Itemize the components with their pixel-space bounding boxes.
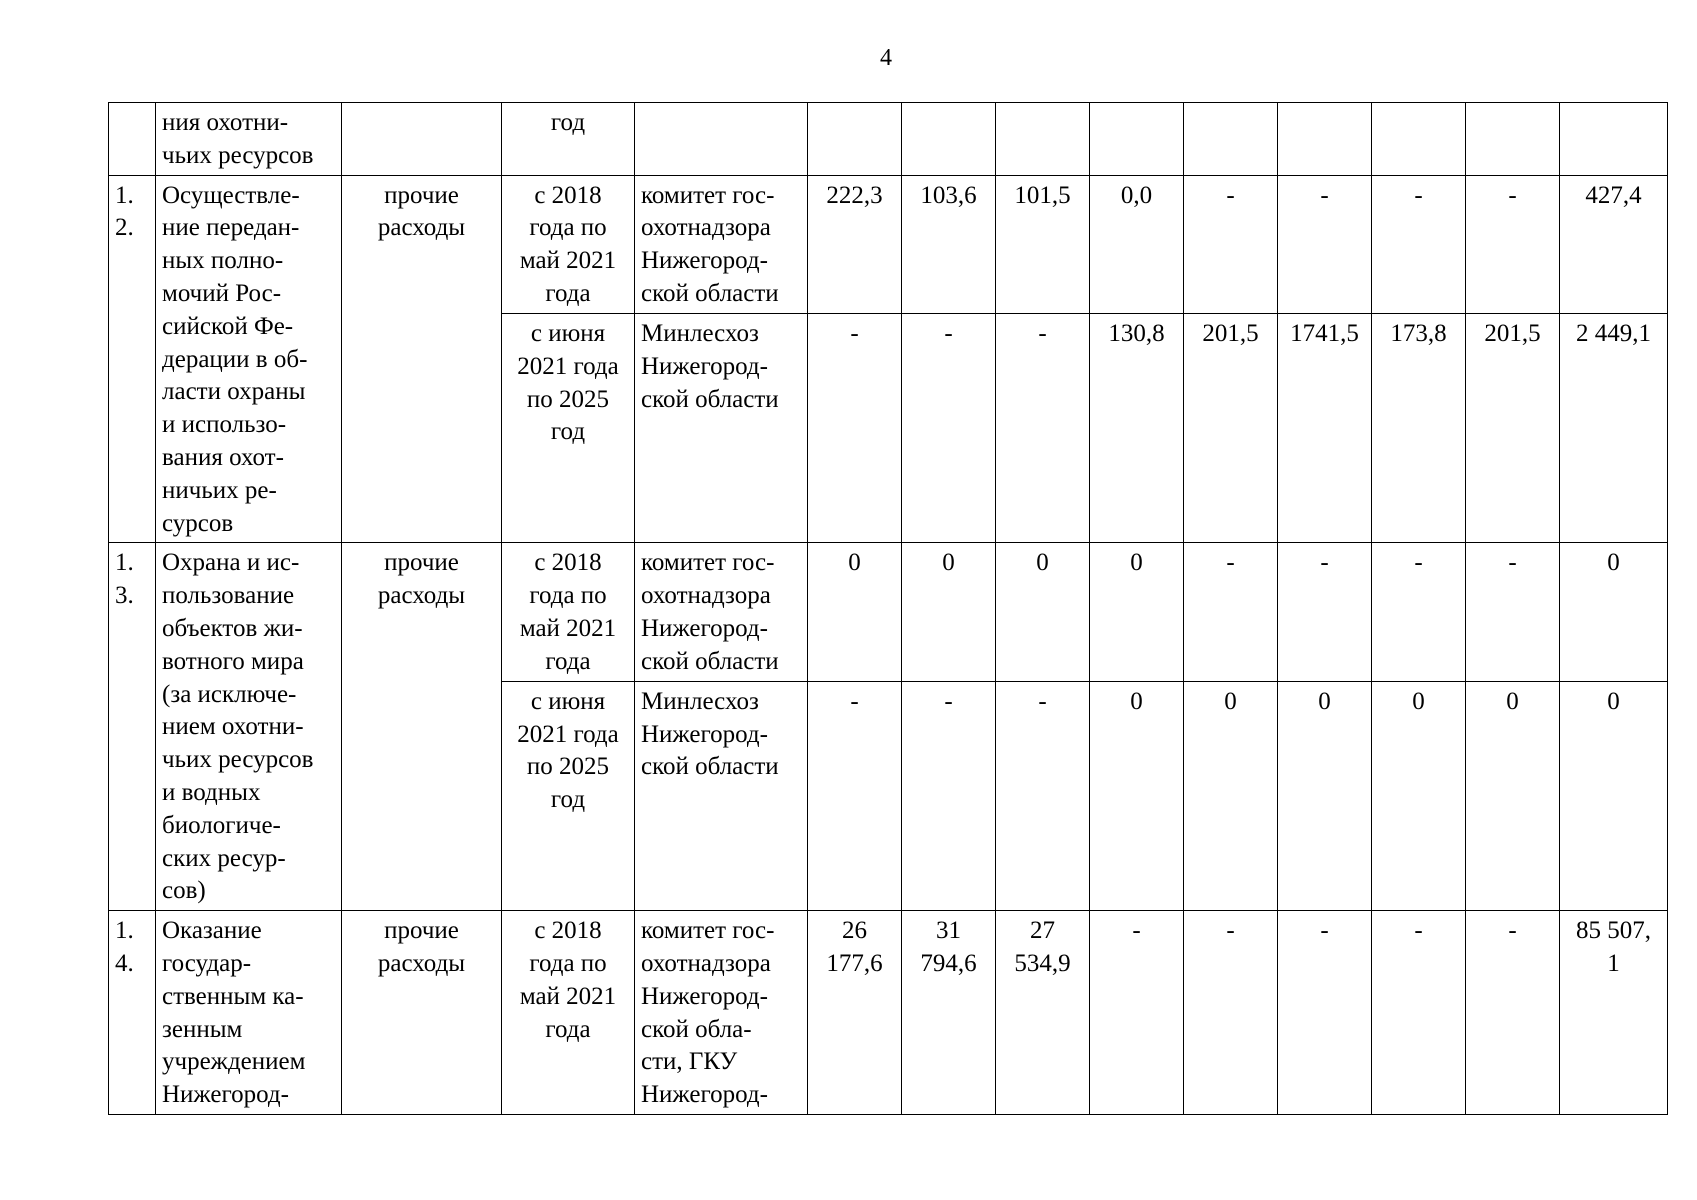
total-cell: [1560, 103, 1668, 176]
value-cell: [1184, 103, 1278, 176]
value-cell: -: [996, 313, 1090, 542]
budget-table: [108, 102, 1668, 1115]
total-cell: 0: [1560, 543, 1668, 681]
row-number: 1. 2.: [109, 175, 156, 543]
value-cell: -: [1466, 175, 1560, 313]
value-cell: 31 794,6: [902, 911, 996, 1115]
executor: Минлесхоз Нижегород- ской области: [635, 313, 808, 542]
value-cell: -: [1372, 911, 1466, 1115]
value-cell: 103,6: [902, 175, 996, 313]
table-row: [109, 175, 1668, 313]
value-cell: [902, 103, 996, 176]
page-number: 4: [880, 45, 892, 71]
expense-type: прочие расходы: [342, 175, 502, 543]
value-cell: -: [1278, 911, 1372, 1115]
period: с июня 2021 года по 2025 год: [502, 681, 635, 910]
value-cell: -: [1184, 543, 1278, 681]
value-cell: -: [1090, 911, 1184, 1115]
value-cell: [1090, 103, 1184, 176]
value-cell: [996, 103, 1090, 176]
total-cell: 427,4: [1560, 175, 1668, 313]
row-number: 1. 3.: [109, 543, 156, 911]
value-cell: 201,5: [1184, 313, 1278, 542]
value-cell: -: [1372, 543, 1466, 681]
value-cell: 222,3: [808, 175, 902, 313]
executor: комитет гос- охотнадзора Нижегород- ской обла- сти, ГКУ Нижегород-: [635, 911, 808, 1115]
value-cell: 0: [1090, 681, 1184, 910]
value-cell: 130,8: [1090, 313, 1184, 542]
value-cell: 0: [1184, 681, 1278, 910]
value-cell: 1741,5: [1278, 313, 1372, 542]
value-cell: 173,8: [1372, 313, 1466, 542]
value-cell: 0: [1278, 681, 1372, 910]
table-row: [109, 103, 1668, 176]
value-cell: 0,0: [1090, 175, 1184, 313]
expense-type: прочие расходы: [342, 911, 502, 1115]
total-cell: 2 449,1: [1560, 313, 1668, 542]
table-row: [109, 911, 1668, 1115]
value-cell: -: [996, 681, 1090, 910]
value-cell: 201,5: [1466, 313, 1560, 542]
value-cell: 27 534,9: [996, 911, 1090, 1115]
row-number: [109, 103, 156, 176]
executor: комитет гос- охотнадзора Нижегород- ской области: [635, 543, 808, 681]
period: с июня 2021 года по 2025 год: [502, 313, 635, 542]
row-number: 1. 4.: [109, 911, 156, 1115]
period: с 2018 года по май 2021 года: [502, 911, 635, 1115]
value-cell: 0: [808, 543, 902, 681]
value-cell: [1372, 103, 1466, 176]
value-cell: -: [1184, 911, 1278, 1115]
value-cell: -: [1184, 175, 1278, 313]
value-cell: 101,5: [996, 175, 1090, 313]
value-cell: 0: [1372, 681, 1466, 910]
executor: комитет гос- охотнадзора Нижегород- ской области: [635, 175, 808, 313]
executor: [635, 103, 808, 176]
value-cell: [1278, 103, 1372, 176]
activity-name: Оказание государ- ственным ка- зенным учреждением Нижегород-: [156, 911, 342, 1115]
value-cell: -: [1466, 543, 1560, 681]
value-cell: 0: [996, 543, 1090, 681]
value-cell: 26 177,6: [808, 911, 902, 1115]
value-cell: -: [1278, 543, 1372, 681]
value-cell: [1466, 103, 1560, 176]
executor: Минлесхоз Нижегород- ской области: [635, 681, 808, 910]
value-cell: [808, 103, 902, 176]
total-cell: 0: [1560, 681, 1668, 910]
value-cell: 0: [1466, 681, 1560, 910]
period: с 2018 года по май 2021 года: [502, 175, 635, 313]
expense-type: [342, 103, 502, 176]
activity-name: Осуществле- ние передан- ных полно- мочий Рос- сийской Фе- дерации в об- ласти охраны и использо- вания охот- ничьих ре- сурсов: [156, 175, 342, 543]
period: с 2018 года по май 2021 года: [502, 543, 635, 681]
expense-type: прочие расходы: [342, 543, 502, 911]
value-cell: -: [1372, 175, 1466, 313]
value-cell: -: [808, 681, 902, 910]
period: год: [502, 103, 635, 176]
total-cell: 85 507, 1: [1560, 911, 1668, 1115]
value-cell: 0: [1090, 543, 1184, 681]
value-cell: 0: [902, 543, 996, 681]
value-cell: -: [902, 313, 996, 542]
activity-name: Охрана и ис- пользование объектов жи- вотного мира (за исключе- нием охотни- чьих ресурсов и водных биологиче- ских ресур- сов): [156, 543, 342, 911]
value-cell: -: [1278, 175, 1372, 313]
value-cell: -: [808, 313, 902, 542]
value-cell: -: [1466, 911, 1560, 1115]
activity-name: ния охотни- чьих ресурсов: [156, 103, 342, 176]
table-row: [109, 543, 1668, 681]
value-cell: -: [902, 681, 996, 910]
